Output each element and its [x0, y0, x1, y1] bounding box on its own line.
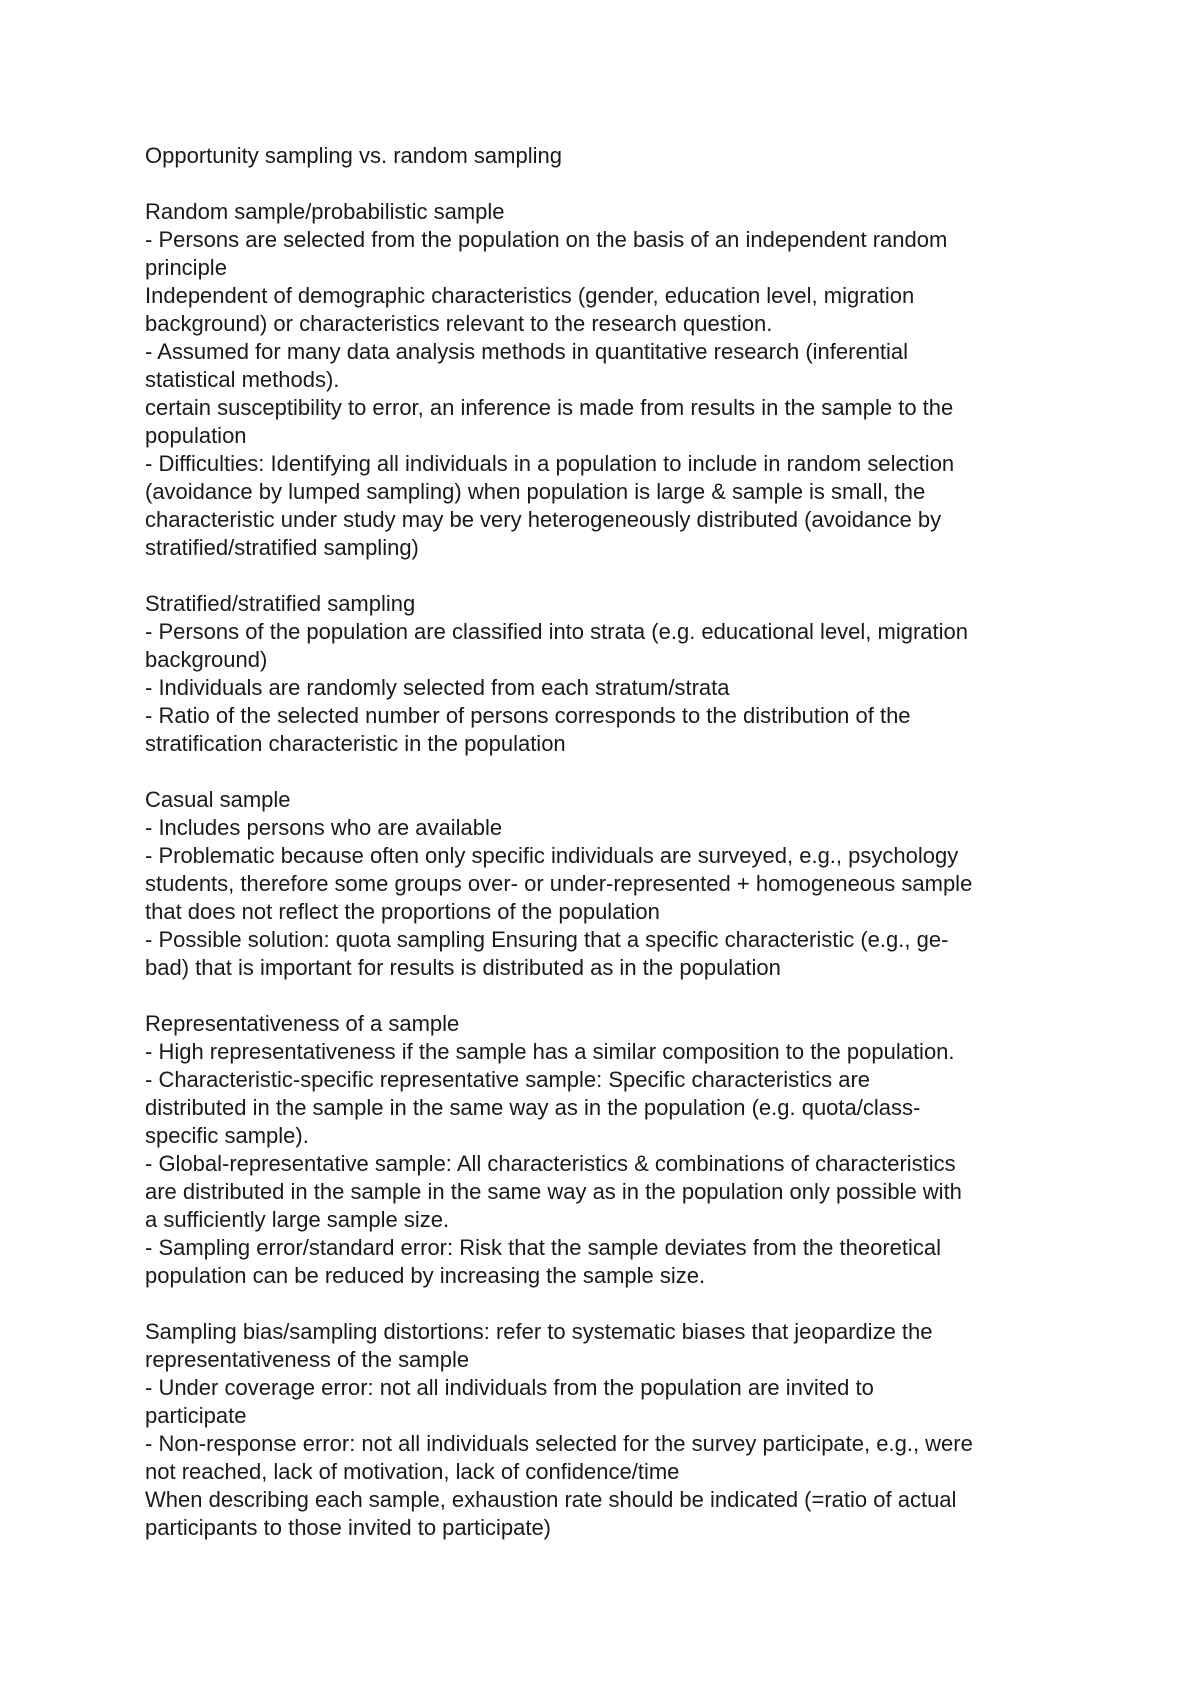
text-line: distributed in the sample in the same way as in the population (e.g. quota/class-	[145, 1095, 921, 1120]
text-line: population	[145, 423, 247, 448]
text-line: - High representativeness if the sample has a similar composition to the population.	[145, 1039, 955, 1064]
text-line: - Under coverage error: not all individuals from the population are invited to	[145, 1375, 874, 1400]
text-line: Independent of demographic characteristics (gender, education level, migration	[145, 283, 915, 308]
paragraph-spacer	[145, 758, 1075, 786]
text-line: not reached, lack of motivation, lack of confidence/time	[145, 1459, 680, 1484]
text-line: certain susceptibility to error, an inference is made from results in the sample to the	[145, 395, 954, 420]
text-line: - Individuals are randomly selected from each stratum/strata	[145, 675, 730, 700]
document-body	[145, 142, 1075, 1542]
text-line: stratified/stratified sampling)	[145, 535, 419, 560]
paragraph-spacer	[145, 562, 1075, 590]
section-heading: Sampling bias/sampling distortions: refer to systematic biases that jeopardize the	[145, 1319, 933, 1344]
text-line: representativeness of the sample	[145, 1347, 470, 1372]
text-line: - Non-response error: not all individuals selected for the survey participate, e.g., were	[145, 1431, 973, 1456]
text-line: - Persons of the population are classified into strata (e.g. educational level, migration	[145, 619, 969, 644]
text-line: (avoidance by lumped sampling) when population is large & sample is small, the	[145, 479, 926, 504]
text-line: a sufficiently large sample size.	[145, 1207, 450, 1232]
section-heading: Random sample/probabilistic sample	[145, 199, 505, 224]
text-line: students, therefore some groups over- or under-represented + homogeneous sample	[145, 871, 973, 896]
text-line: principle	[145, 255, 227, 280]
paragraph-spacer	[145, 982, 1075, 1010]
text-line: bad) that is important for results is distributed as in the population	[145, 955, 781, 980]
text-line: population can be reduced by increasing the sample size.	[145, 1263, 706, 1288]
paragraph-spacer	[145, 1290, 1075, 1318]
text-line: When describing each sample, exhaustion rate should be indicated (=ratio of actual	[145, 1487, 957, 1512]
text-line: that does not reflect the proportions of the population	[145, 899, 660, 924]
text-line: - Characteristic-specific representative sample: Specific characteristics are	[145, 1067, 871, 1092]
text-line: - Includes persons who are available	[145, 815, 503, 840]
text-line: - Difficulties: Identifying all individuals in a population to include in random selection	[145, 451, 955, 476]
text-line: - Possible solution: quota sampling Ensuring that a specific characteristic (e.g., ge-	[145, 927, 949, 952]
section-heading: Casual sample	[145, 787, 291, 812]
text-line: participate	[145, 1403, 247, 1428]
text-line: - Assumed for many data analysis methods in quantitative research (inferential	[145, 339, 909, 364]
paragraph-spacer	[145, 170, 1075, 198]
text-line: statistical methods).	[145, 367, 340, 392]
document-title: Opportunity sampling vs. random sampling	[145, 143, 562, 168]
section-heading: Representativeness of a sample	[145, 1011, 460, 1036]
text-line: - Problematic because often only specific individuals are surveyed, e.g., psychology	[145, 843, 959, 868]
text-line: specific sample).	[145, 1123, 309, 1148]
text-line: stratification characteristic in the population	[145, 731, 566, 756]
section-heading: Stratified/stratified sampling	[145, 591, 416, 616]
text-line: participants to those invited to participate)	[145, 1515, 552, 1540]
text-line: - Persons are selected from the population on the basis of an independent random	[145, 227, 948, 252]
text-line: background) or characteristics relevant to the research question.	[145, 311, 773, 336]
text-line: - Global-representative sample: All characteristics & combinations of characteristics	[145, 1151, 956, 1176]
text-line: characteristic under study may be very heterogeneously distributed (avoidance by	[145, 507, 942, 532]
text-line: are distributed in the sample in the same way as in the population only possible with	[145, 1179, 962, 1204]
text-line: - Sampling error/standard error: Risk that the sample deviates from the theoretical	[145, 1235, 942, 1260]
text-line: background)	[145, 647, 268, 672]
text-line: - Ratio of the selected number of persons corresponds to the distribution of the	[145, 703, 911, 728]
